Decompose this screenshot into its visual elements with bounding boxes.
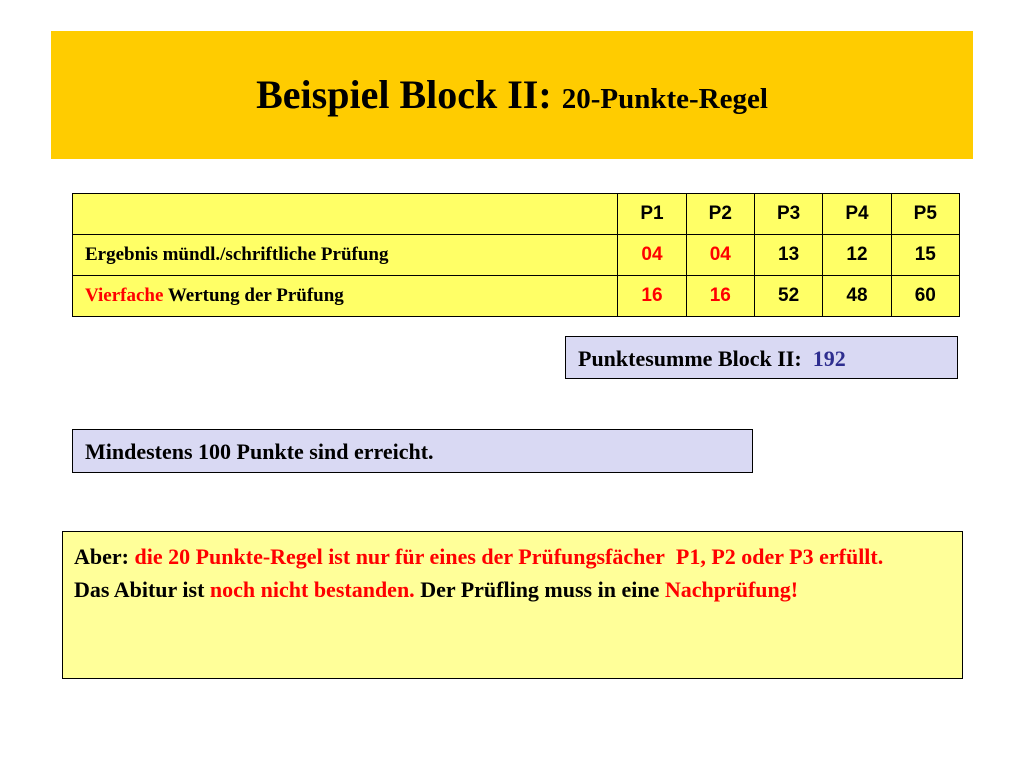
row1-p1: 04 <box>618 235 686 276</box>
row2-p3: 52 <box>754 276 822 317</box>
note-subjects: P1, P2 oder P3 erfüllt. <box>675 544 884 569</box>
title-subtitle: 20-Punkte-Regel <box>561 83 768 115</box>
header-empty-cell <box>73 194 618 235</box>
minimum-box <box>72 429 753 473</box>
header-p5: P5 <box>891 194 959 235</box>
header-p4: P4 <box>823 194 891 235</box>
row2-label-highlight: Vierfache <box>85 285 164 306</box>
header-p2: P2 <box>686 194 754 235</box>
row2-p2: 16 <box>686 276 754 317</box>
minimum-text: Mindestens 100 Punkte sind erreicht. <box>85 439 434 464</box>
row2-label <box>73 276 618 317</box>
sum-label: Punktesumme Block II: <box>578 346 802 371</box>
row2-label-rest: Wertung der Prüfung <box>167 285 344 306</box>
page-title <box>256 72 768 117</box>
note-line2-start: Das Abitur ist <box>74 577 205 602</box>
sum-value: 192 <box>812 346 846 371</box>
sum-box <box>565 336 958 379</box>
table-row <box>73 276 960 317</box>
row1-p3: 13 <box>754 235 822 276</box>
row1-p4: 12 <box>823 235 891 276</box>
scores-table <box>72 193 960 317</box>
title-main: Beispiel Block II: <box>256 72 552 117</box>
header-p1: P1 <box>618 194 686 235</box>
note-line2-end: Nachprüfung! <box>664 577 799 602</box>
row2-p5: 60 <box>891 276 959 317</box>
note-lead: Aber: <box>74 544 129 569</box>
row1-label: Ergebnis mündl./schriftliche Prüfung <box>73 235 618 276</box>
table-header-row <box>73 194 960 235</box>
row2-p4: 48 <box>823 276 891 317</box>
note-line2-highlight: noch nicht bestanden. <box>209 577 415 602</box>
table-row <box>73 235 960 276</box>
row1-p5: 15 <box>891 235 959 276</box>
note-rule-text: die 20 Punkte-Regel ist nur für eines der Prüfungsfächer <box>134 544 665 569</box>
note-line2-mid: Der Prüfling muss in eine <box>420 577 660 602</box>
row2-p1: 16 <box>618 276 686 317</box>
title-banner <box>51 31 973 159</box>
note-box <box>62 531 963 679</box>
row1-p2: 04 <box>686 235 754 276</box>
header-p3: P3 <box>754 194 822 235</box>
